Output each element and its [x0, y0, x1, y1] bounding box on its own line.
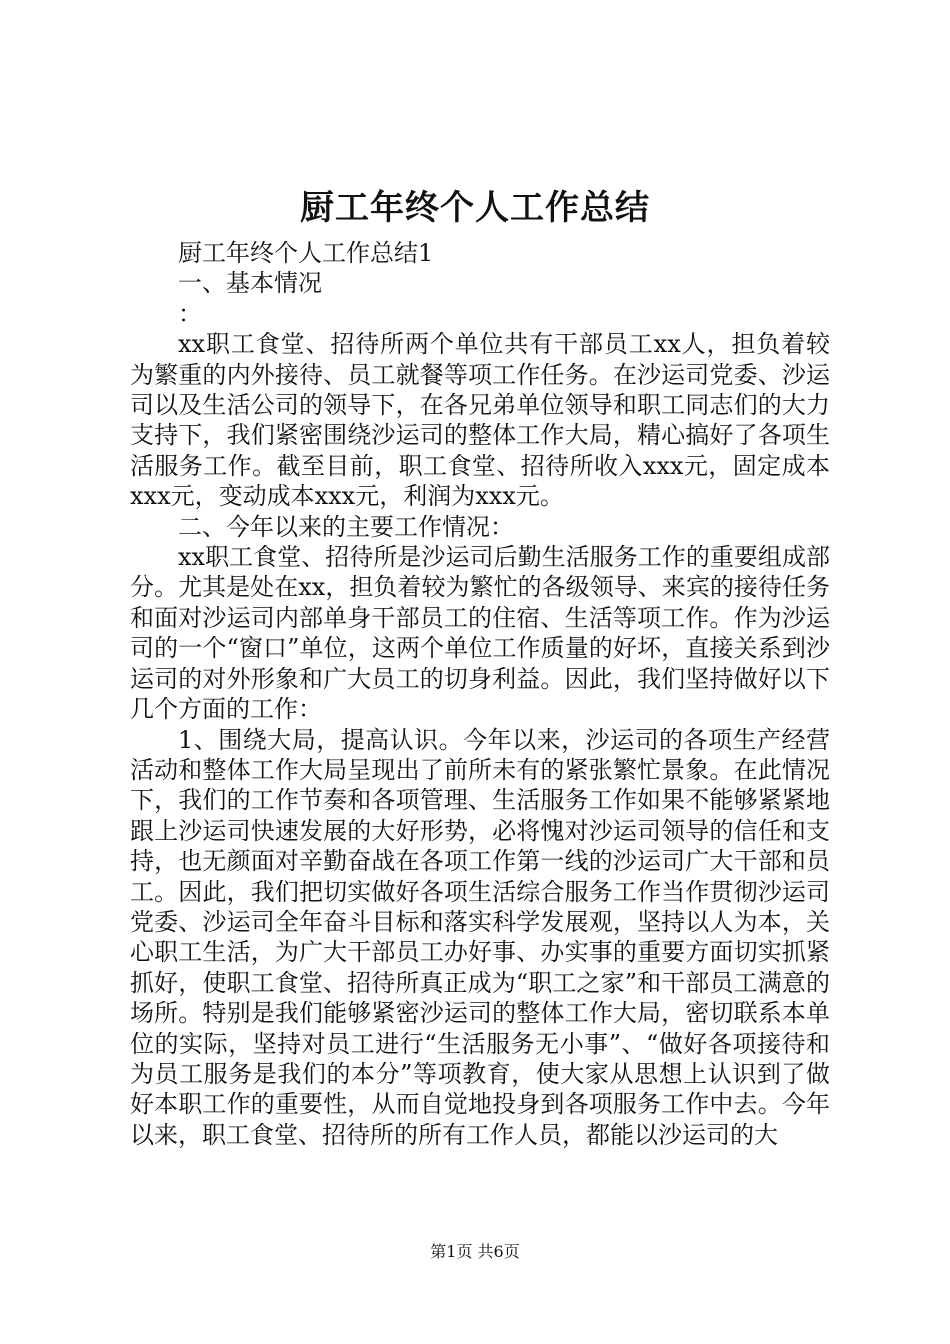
document-title: 厨工年终个人工作总结	[300, 188, 650, 228]
paragraph-subtitle: 厨工年终个人工作总结1	[178, 239, 434, 267]
paragraph-heading-main-work: 二、今年以来的主要工作情况：	[178, 512, 514, 541]
paragraph-colon: ：	[178, 299, 202, 328]
paragraph-point-one: 1、围绕大局，提高认识。今年以来，沙运司的各项生产经营活动和整体工作大局呈现出了前所未有的紧张繁忙景象。在此情况下，我们的工作节奏和各项管理、生活服务工作如果不能够紧紧地跟上沙运司快速发展的大好形势，必将愧对沙运司领导的信任和支持，也无颜面对辛勤奋战在各项工作第一线的沙运司广大干部和员工。因此，我们把切实做好各项生活综合服务工作当作贯彻沙运司党委、沙运司全年奋斗目标和落实科学发展观，坚持以人为本，关心职工生活，为广大干部员工办好事、办实事的重要方面切实抓紧抓好，使职工食堂、招待所真正成为“职工之家”和干部员工满意的场所。特别是我们能够紧密沙运司的整体工作大局，密切联系本单位的实际，坚持对员工进行“生活服务无小事”、“做好各项接待和为员工服务是我们的本分”等项教育，使大家从思想上认识到了做好本职工作的重要性，从而自觉地投身到各项服务工作中去。今年以来，职工食堂、招待所的所有工作人员，都能以沙运司的大	[130, 725, 830, 1149]
paragraph-main-work-content: xx职工食堂、招待所是沙运司后勤生活服务工作的重要组成部分。尤其是处在xx，担负着较为繁忙的各级领导、来宾的接待任务和面对沙运司内部单身干部员工的住宿、生活等项工作。作为沙运司的一个“窗口”单位，这两个单位工作质量的好坏，直接关系到沙运司的对外形象和广大员工的切身利益。因此，我们坚持做好以下几个方面的工作：	[130, 543, 830, 724]
paragraph-heading-basic: 一、基本情况	[178, 269, 322, 298]
page-footer: 第1页 共6页	[430, 1242, 520, 1261]
document-body	[130, 238, 830, 1150]
paragraph-basic-content: xx职工食堂、招待所两个单位共有干部员工xx人，担负着较为繁重的内外接待、员工就餐等项工作任务。在沙运司党委、沙运司以及生活公司的领导下，在各兄弟单位领导和职工同志们的大力支持下，我们紧密围绕沙运司的整体工作大局，精心搞好了各项生活服务工作。截至目前，职工食堂、招待所收入xxx元，固定成本xxx元，变动成本xxx元，利润为xxx元。	[130, 330, 830, 511]
